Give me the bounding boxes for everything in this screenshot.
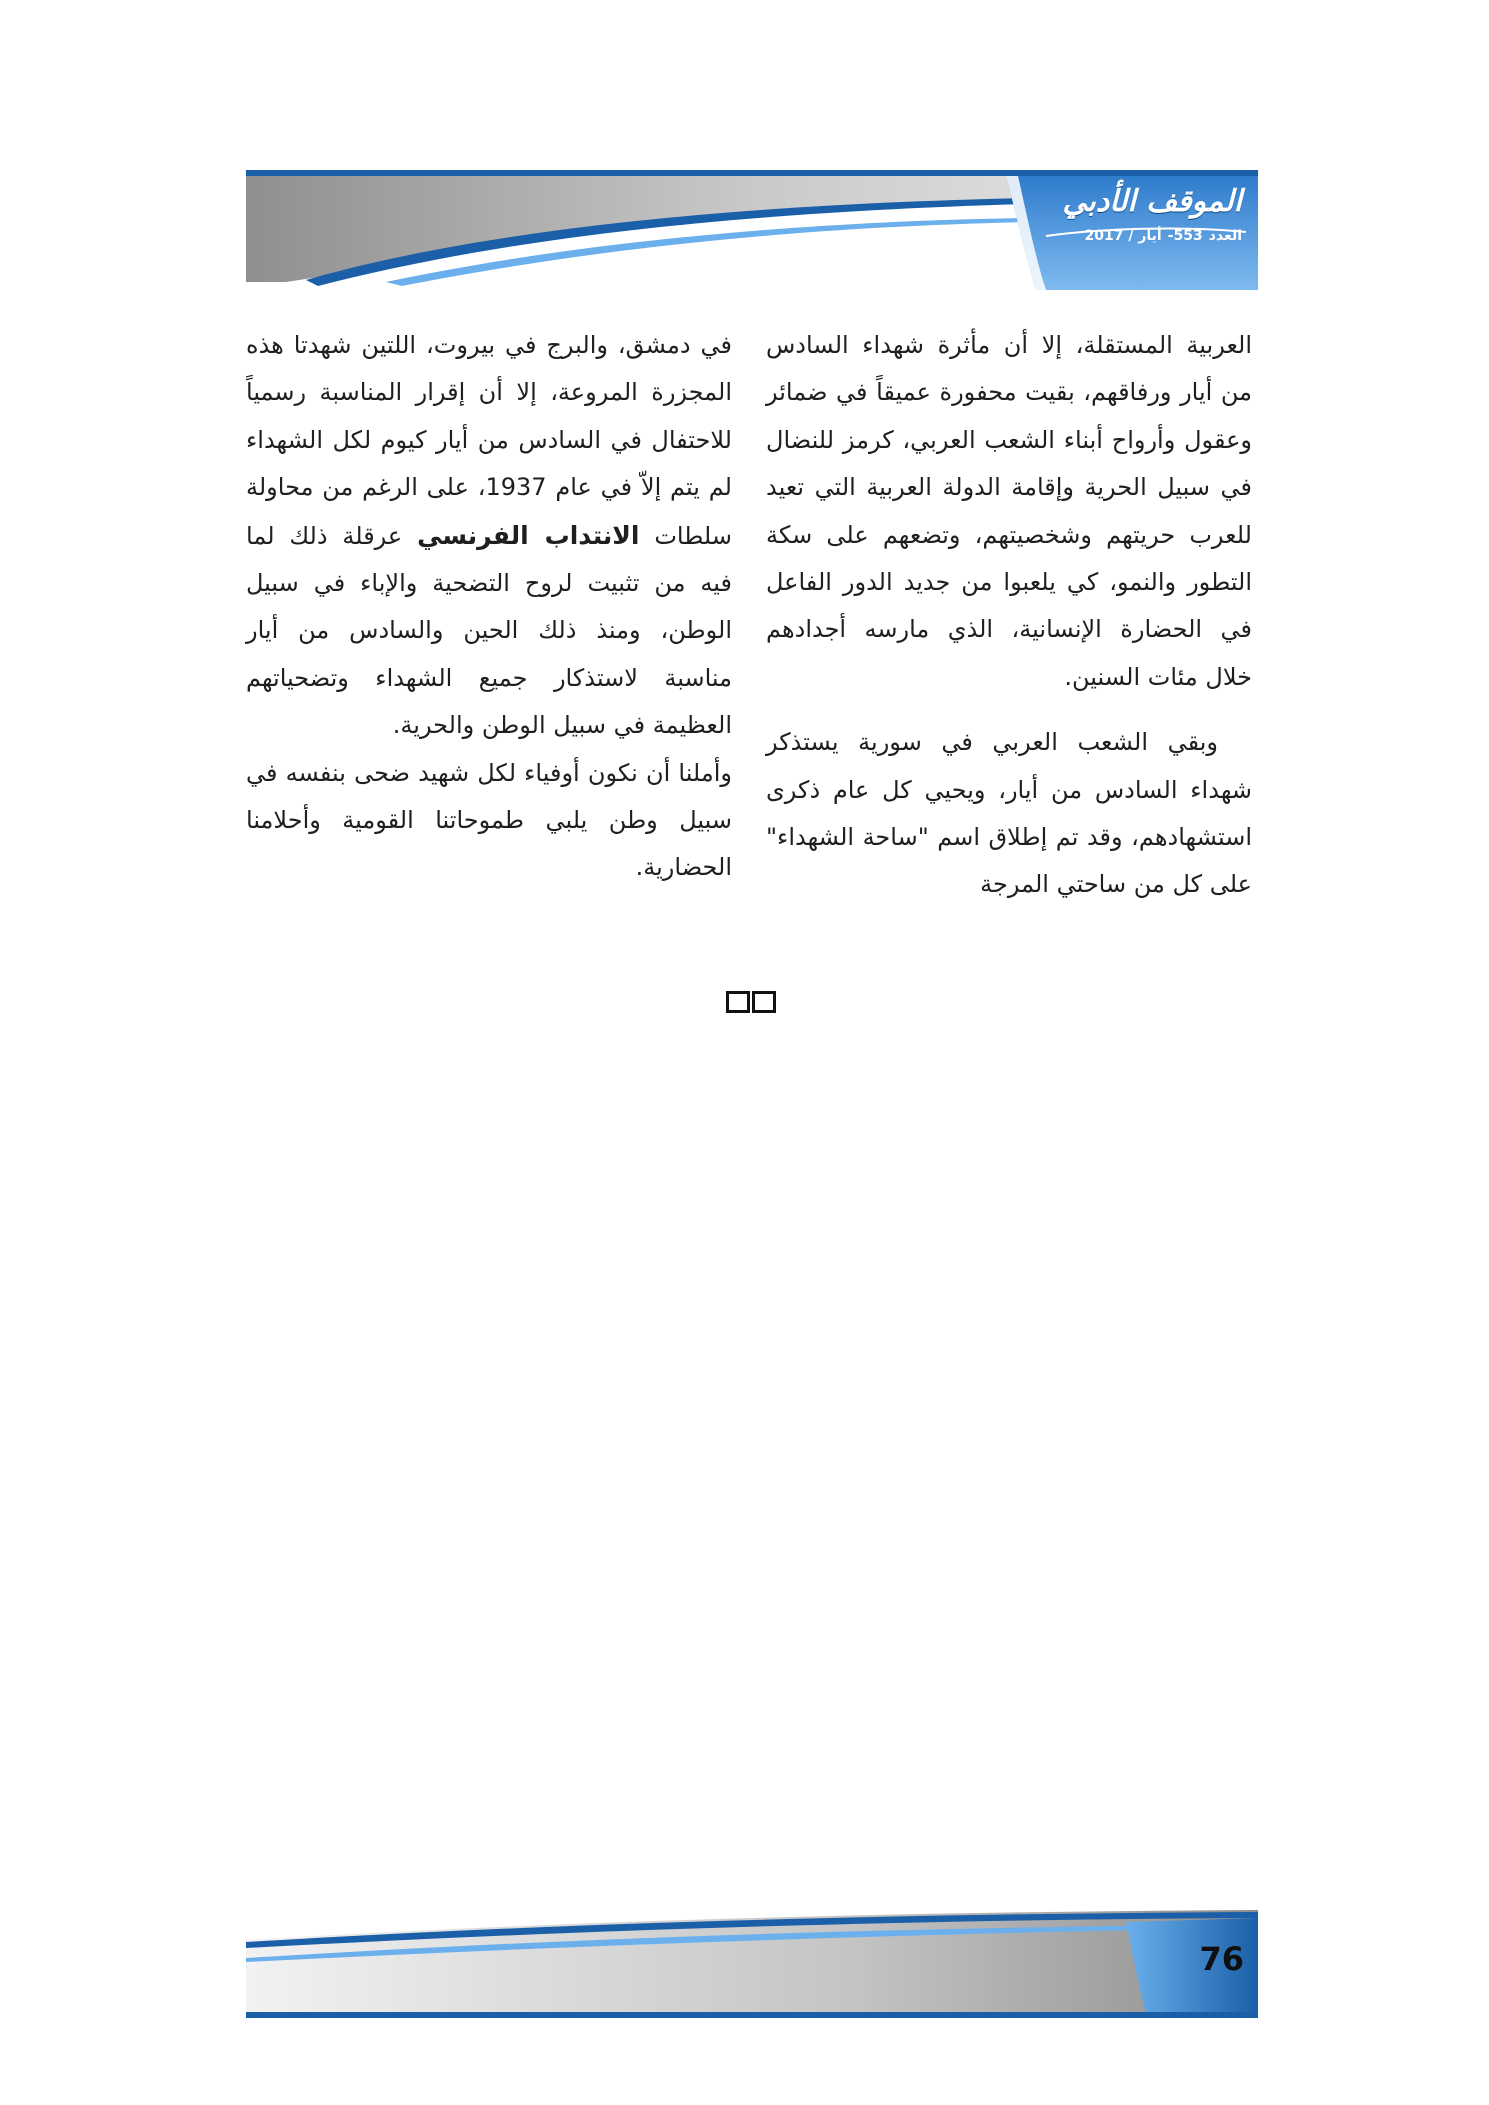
- article-paragraph: [246, 322, 732, 750]
- issue-date: أيار / 2017: [1084, 228, 1162, 244]
- article-end-mark: [726, 990, 776, 1012]
- header-band: [246, 170, 1258, 290]
- issue-number: 553-: [1167, 228, 1203, 244]
- article-column-right: [766, 322, 1252, 909]
- end-mark-box: [752, 991, 776, 1013]
- issue-label: العدد: [1208, 228, 1242, 244]
- issue-info: [1079, 228, 1242, 244]
- magazine-title: الموقف الأدبي: [1062, 184, 1242, 219]
- article-paragraph: العربية المستقلة، إلا أن مأثرة شهداء السادس من أيار ورفاقهم، بقيت محفورة عميقاً في ضمائر وعقول وأرواح أبناء الشعب العربي، كرمز للنضال في سبيل الحرية وإقامة الدولة العربية التي تعيد للعرب حريتهم وشخصيتهم، وتضعهم على سكة التطور والنمو، كي يلعبوا من جديد الدور الفاعل في الحضارة الإنسانية، الذي مارسه أجدادهم خلال مئات السنين.: [766, 331, 1252, 691]
- page-number: 76: [1199, 1940, 1244, 1978]
- article-column-left: [246, 322, 732, 892]
- article-paragraph: وأملنا أن نكون أوفياء لكل شهيد ضحى بنفسه في سبيل وطن يلبي طموحاتنا القومية وأحلامنا الحضارية.: [246, 758, 732, 882]
- footer-swoosh-graphic: [246, 1902, 1258, 2022]
- emphasized-phrase: الانتداب الفرنسي: [417, 520, 640, 550]
- end-mark-box: [726, 991, 750, 1013]
- paragraph-text: في دمشق، والبرج في بيروت، اللتين شهدتا هذه المجزرة المروعة، إلا أن إقرار المناسبة رسمياً للاحتفال في السادس من أيار كيوم لكل الشهداء لم يتم إلاّ في عام 1937، على الرغم من محاولة سلطات: [246, 331, 732, 550]
- article-paragraph: وبقي الشعب العربي في سورية يستذكر شهداء السادس من أيار، ويحيي كل عام ذكرى استشهادهم، وقد تم إطلاق اسم "ساحة الشهداء" على كل من ساحتي المرجة: [766, 728, 1252, 899]
- footer-band: [246, 1902, 1258, 2022]
- paragraph-text: عرقلة ذلك لما فيه من تثبيت لروح التضحية والإباء في سبيل الوطن، ومنذ ذلك الحين والسادس من أيار مناسبة لاستذكار جميع الشهداء وتضحياتهم العظيمة في سبيل الوطن والحرية.: [246, 521, 732, 740]
